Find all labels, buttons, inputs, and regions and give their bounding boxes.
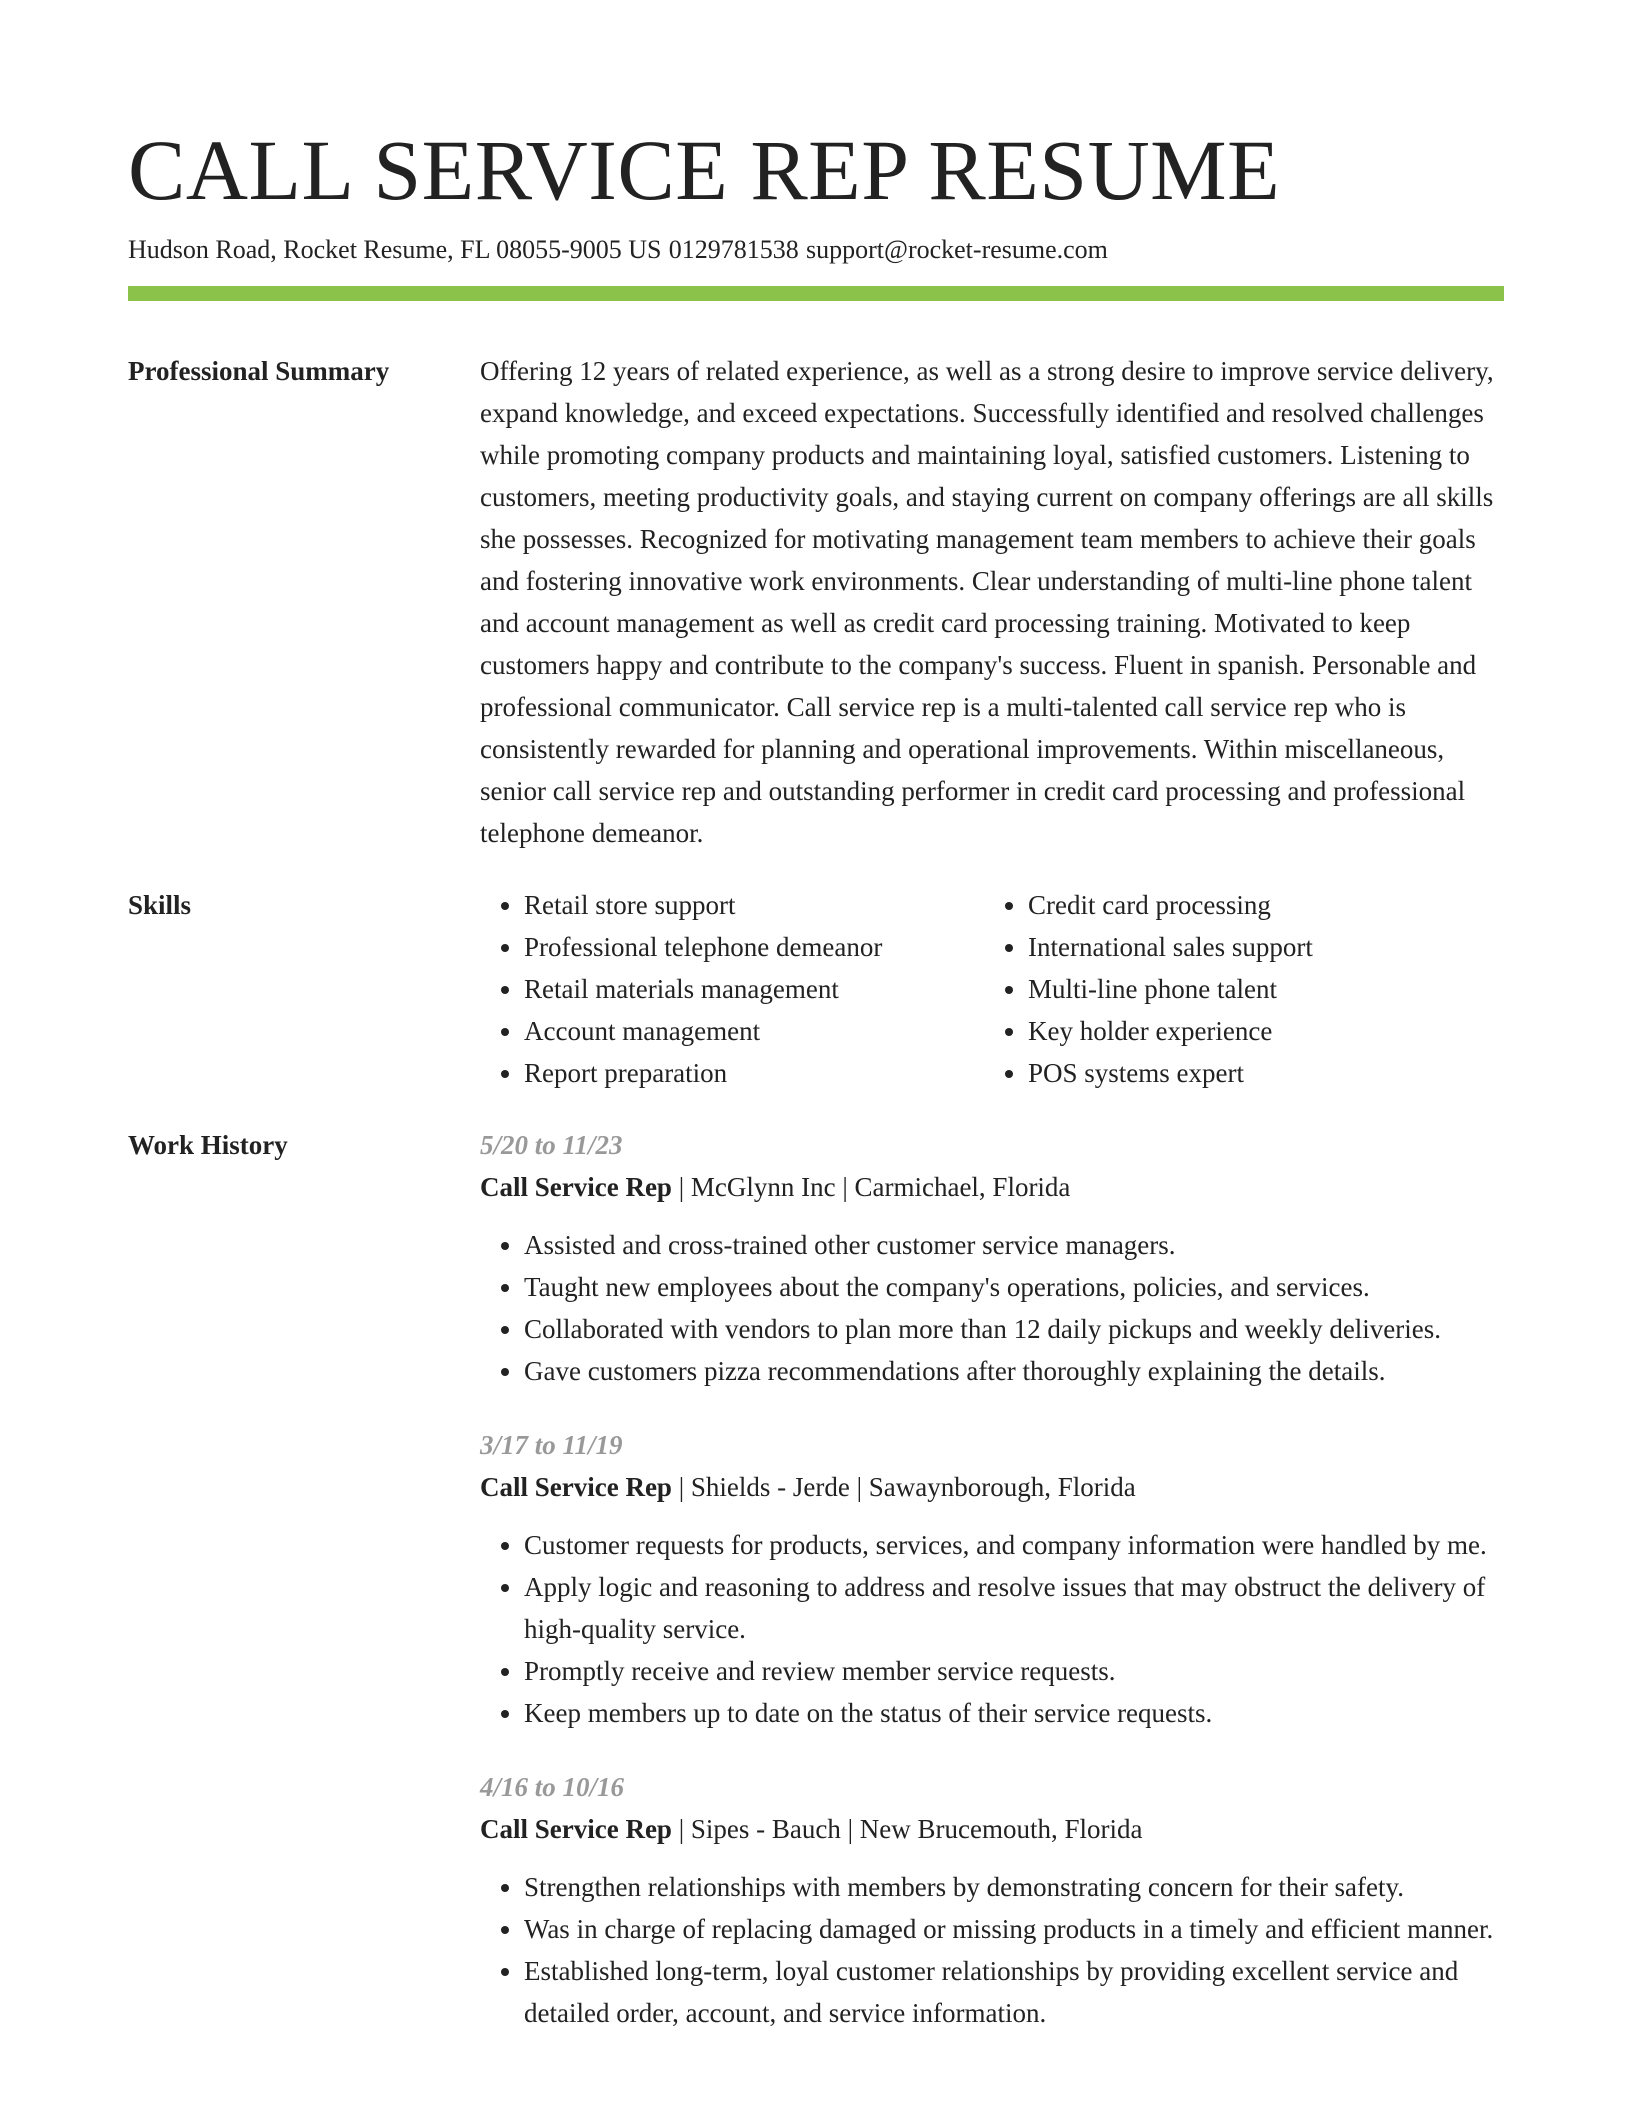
skill-item: • Key holder experience <box>1028 1010 1488 1052</box>
job-heading <box>480 1466 1504 1508</box>
job-dates: 3/17 to 11/19 <box>480 1430 623 1460</box>
job-title: Call Service Rep <box>480 1472 672 1502</box>
job-dates: 5/20 to 11/23 <box>480 1130 623 1160</box>
skill-item: • Multi-line phone talent <box>1028 968 1488 1010</box>
job-location: Carmichael, Florida <box>854 1172 1071 1202</box>
contact-address: Hudson Road, Rocket Resume, FL 08055-9005 US <box>128 235 662 264</box>
job-title: Call Service Rep <box>480 1814 672 1844</box>
job-bullet: • Apply logic and reasoning to address and resolve issues that may obstruct the delivery of high-quality service. <box>524 1566 1504 1650</box>
resume-sections <box>128 350 1504 2064</box>
job-bullet: • Assisted and cross-trained other customer service managers. <box>524 1224 1504 1266</box>
skill-item: • Professional telephone demeanor <box>524 926 984 968</box>
section-work-history <box>128 1124 1504 2034</box>
section-label-work: Work History <box>128 1130 288 1160</box>
job-company: McGlynn Inc <box>690 1172 836 1202</box>
skill-item: • Credit card processing <box>1028 884 1488 926</box>
contact-email: support@rocket-resume.com <box>806 235 1108 264</box>
job-entry <box>480 1124 1504 1392</box>
job-bullet: • Collaborated with vendors to plan more than 12 daily pickups and weekly deliveries. <box>524 1308 1504 1350</box>
skills-grid <box>480 884 1504 1094</box>
skills-column-right <box>984 884 1488 1094</box>
contact-line <box>128 232 1108 268</box>
job-separator: | <box>842 1172 848 1202</box>
skills-column-left <box>480 884 984 1094</box>
skill-item: • International sales support <box>1028 926 1488 968</box>
job-bullet: • Promptly receive and review member service requests. <box>524 1650 1504 1692</box>
job-separator: | <box>856 1472 862 1502</box>
job-bullet-list <box>480 1224 1504 1392</box>
job-separator: | <box>678 1172 685 1202</box>
section-label-summary: Professional Summary <box>128 356 390 386</box>
section-body-skills <box>480 884 1504 1094</box>
job-heading <box>480 1166 1504 1208</box>
job-entry <box>480 1766 1504 2034</box>
summary-paragraph: Offering 12 years of related experience, as well as a strong desire to improve service delivery, expand knowledge, and exceed expectations. Successfully identified and resolved challenges while promoting company products and maintaining loyal, satisfied customers. Listening to customers, meeting productivity goals, and staying current on company offerings are all skills she possesses. Recognized for motivating management team members to achieve their goals and fostering innovative work environments. Clear understanding of multi-line phone talent and account management as well as credit card processing training. Motivated to keep customers happy and contribute to the company's success. Fluent in spanish. Personable and professional communicator. Call service rep is a multi-talented call service rep who is consistently rewarded for planning and operational improvements. Within miscellaneous, senior call service rep and outstanding performer in credit card processing and professional telephone demeanor. <box>480 356 1494 848</box>
job-separator: | <box>847 1814 853 1844</box>
job-title: Call Service Rep <box>480 1172 672 1202</box>
job-bullet: • Was in charge of replacing damaged or missing products in a timely and efficient manner. <box>524 1908 1504 1950</box>
section-label-skills: Skills <box>128 890 192 920</box>
contact-phone: 0129781538 <box>668 235 799 264</box>
section-skills <box>128 884 1504 1094</box>
resume-title: CALL SERVICE REP RESUME <box>128 122 1281 218</box>
job-bullet-list <box>480 1524 1504 1734</box>
job-dates: 4/16 to 10/16 <box>480 1772 625 1802</box>
skill-item: • Account management <box>524 1010 984 1052</box>
job-bullet-list <box>480 1866 1504 2034</box>
job-separator: | <box>678 1472 685 1502</box>
skill-item: • POS systems expert <box>1028 1052 1488 1094</box>
job-heading <box>480 1808 1504 1850</box>
section-body-work <box>480 1124 1504 2034</box>
header-divider <box>128 286 1504 301</box>
job-bullet: • Strengthen relationships with members by demonstrating concern for their safety. <box>524 1866 1504 1908</box>
skill-item: • Report preparation <box>524 1052 984 1094</box>
section-professional-summary <box>128 350 1504 854</box>
job-bullet: • Keep members up to date on the status of their service requests. <box>524 1692 1504 1734</box>
job-company: Sipes - Bauch <box>690 1814 841 1844</box>
job-bullet: • Customer requests for products, services, and company information were handled by me. <box>524 1524 1504 1566</box>
job-location: Sawaynborough, Florida <box>868 1472 1136 1502</box>
job-company: Shields - Jerde <box>690 1472 850 1502</box>
job-bullet: • Taught new employees about the company's operations, policies, and services. <box>524 1266 1504 1308</box>
skill-item: • Retail materials management <box>524 968 984 1010</box>
job-bullet: • Established long-term, loyal customer relationships by providing excellent service and detailed order, account, and service information. <box>524 1950 1504 2034</box>
job-location: New Brucemouth, Florida <box>859 1814 1143 1844</box>
skill-item: • Retail store support <box>524 884 984 926</box>
job-entry <box>480 1424 1504 1734</box>
section-body-summary <box>480 350 1504 854</box>
job-separator: | <box>678 1814 685 1844</box>
job-bullet: • Gave customers pizza recommendations after thoroughly explaining the details. <box>524 1350 1504 1392</box>
